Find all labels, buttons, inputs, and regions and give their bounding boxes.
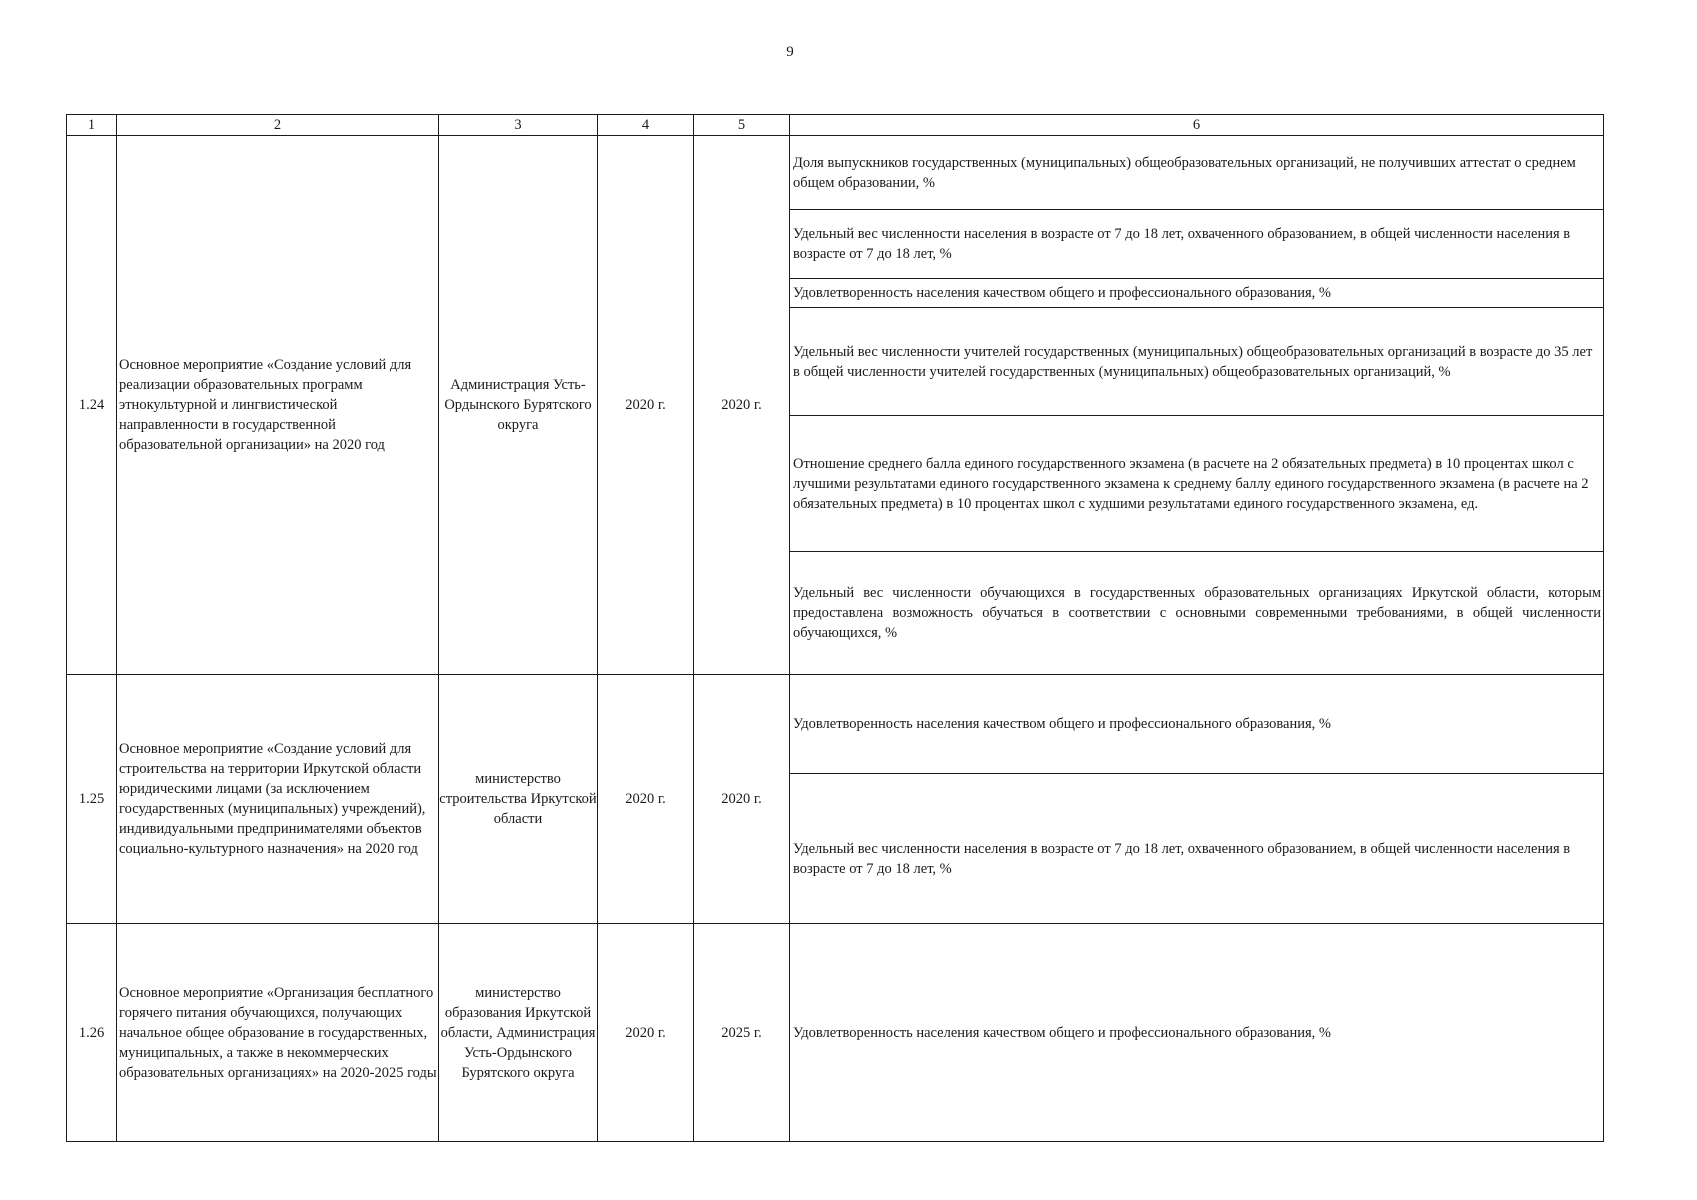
column-header: 5 xyxy=(694,115,790,136)
event-name: Основное мероприятие «Создание условий для реализации образовательных программ этнокультурной и лингвистической направленности в государственной образовательной организации» на 2020 год xyxy=(117,136,439,675)
end-year: 2025 г. xyxy=(694,924,790,1142)
indicator-item: Удовлетворенность населения качеством общего и профессионального образования, % xyxy=(790,279,1603,308)
indicator-item: Удельный вес численности населения в возрасте от 7 до 18 лет, охваченного образованием, в общей численности населения в возрасте от 7 до 18 лет, % xyxy=(790,210,1603,279)
row-number: 1.25 xyxy=(67,675,117,924)
executor: министерство образования Иркутской области, Администрация Усть-Ордынского Бурятского округа xyxy=(439,924,598,1142)
program-events-table xyxy=(66,114,1604,1142)
column-header: 1 xyxy=(67,115,117,136)
indicators-cell xyxy=(790,675,1604,924)
indicators-list xyxy=(790,924,1603,1141)
end-year: 2020 г. xyxy=(694,675,790,924)
indicator-item: Доля выпускников государственных (муниципальных) общеобразовательных организаций, не получивших аттестат о среднем общем образовании, % xyxy=(790,136,1603,210)
table-row xyxy=(67,675,1604,924)
executor: Администрация Усть-Ордынского Бурятского округа xyxy=(439,136,598,675)
start-year: 2020 г. xyxy=(598,675,694,924)
start-year: 2020 г. xyxy=(598,136,694,675)
page-number: 9 xyxy=(786,44,794,60)
table-row xyxy=(67,136,1604,675)
column-header: 2 xyxy=(117,115,439,136)
indicator-item: Отношение среднего балла единого государственного экзамена (в расчете на 2 обязательных предмета) в 10 процентах школ с лучшими результатами единого государственного экзамена к среднему баллу единого государственного экзамена (в расчете на 2 обязательных предмета) в 10 процентах школ с худшими результатами единого государственного экзамена, ед. xyxy=(790,416,1603,552)
indicators-cell xyxy=(790,136,1604,675)
indicator-item: Удовлетворенность населения качеством общего и профессионального образования, % xyxy=(790,675,1603,774)
row-number: 1.24 xyxy=(67,136,117,675)
indicator-item: Удельный вес численности учителей государственных (муниципальных) общеобразовательных организаций в возрасте до 35 лет в общей численности учителей государственных (муниципальных) общеобразовательных организаций, % xyxy=(790,308,1603,416)
executor: министерство строительства Иркутской области xyxy=(439,675,598,924)
column-header: 3 xyxy=(439,115,598,136)
indicator-item: Удельный вес численности обучающихся в государственных образовательных организациях Иркутской области, которым предоставлена возможность обучаться в соответствии с основными современными требованиями, в общей численности обучающихся, % xyxy=(793,585,1601,641)
indicator-item: Удовлетворенность населения качеством общего и профессионального образования, % xyxy=(793,1024,1332,1041)
row-number: 1.26 xyxy=(67,924,117,1142)
event-name: Основное мероприятие «Организация бесплатного горячего питания обучающихся, получающих начальное общее образование в государственных, муниципальных, а также в некоммерческих образовательных организациях» на 2020-2025 годы xyxy=(117,924,439,1142)
indicators-cell xyxy=(790,924,1604,1142)
end-year: 2020 г. xyxy=(694,136,790,675)
table-row xyxy=(67,924,1604,1142)
column-header: 6 xyxy=(790,115,1604,136)
column-header: 4 xyxy=(598,115,694,136)
indicator-item: Удельный вес численности населения в возрасте от 7 до 18 лет, охваченного образованием, в общей численности населения в возрасте от 7 до 18 лет, % xyxy=(793,840,1571,877)
event-name: Основное мероприятие «Создание условий для строительства на территории Иркутской области юридическими лицами (за исключением государственных (муниципальных) учреждений), индивидуальными предпринимателями объектов социально-культурного назначения» на 2020 год xyxy=(117,675,439,924)
table-header-row xyxy=(67,115,1604,136)
indicators-list xyxy=(790,136,1603,674)
start-year: 2020 г. xyxy=(598,924,694,1142)
indicators-list xyxy=(790,675,1603,923)
